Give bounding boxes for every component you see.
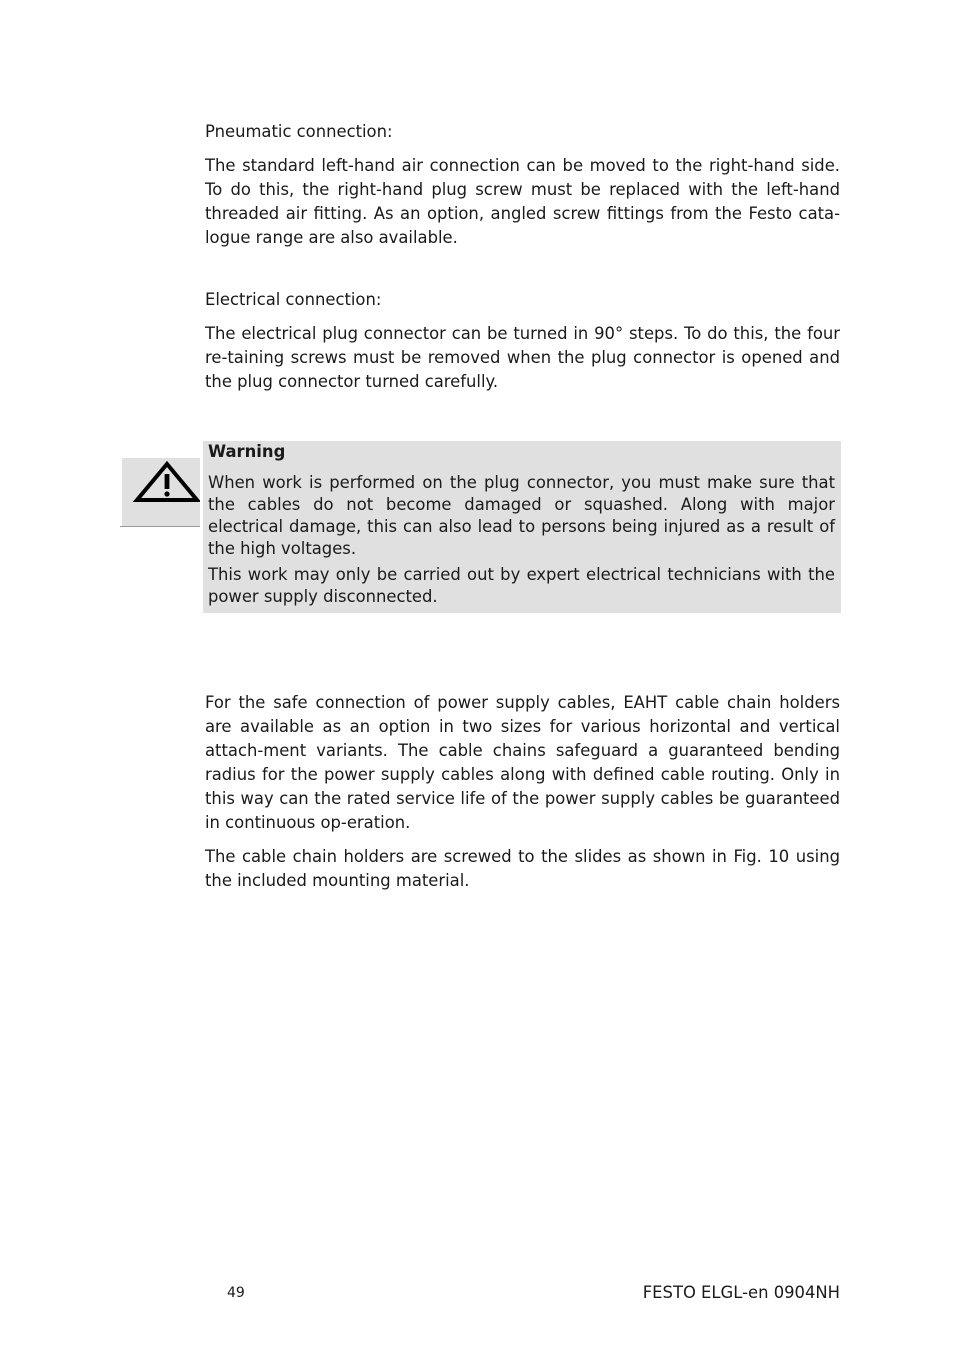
electrical-body [205, 322, 840, 394]
warning-icon-container [122, 458, 200, 526]
warning-icon-rule [120, 526, 200, 527]
pneumatic-heading: Pneumatic connection: [205, 122, 393, 141]
warning-triangle-icon [122, 458, 200, 526]
pneumatic-body [205, 154, 840, 250]
pneumatic-paragraph: The standard left-hand air connection can be moved to the right-hand side. To do this, the right-hand plug screw must be replaced with the left-hand threaded air fitting. As an option, angled screw fittings from the Festo cata-logue range are also available. [205, 156, 840, 247]
warning-paragraph-1: When work is performed on the plug connector, you must make sure that the cables do not become damaged or squashed. Along with major electrical damage, this can also lead to persons being injured as a result of the high voltages. [208, 473, 835, 558]
cable-chain-section [205, 691, 840, 893]
warning-paragraph-2: This work may only be carried out by expert electrical technicians with the power supply disconnected. [208, 565, 835, 606]
cable-chain-paragraph-2: The cable chain holders are screwed to the slides as shown in Fig. 10 using the included mounting material. [205, 847, 840, 890]
cable-chain-paragraph-1: For the safe connection of power supply cables, EAHT cable chain holders are available as an option in two sizes for various horizontal and vertical attach-ment variants. The cable chains safeguard a guaranteed bending radius for the power supply cables along with defined cable routing. Only in this way can the rated service life of the power supply cables be guaranteed in continuous op-eration. [205, 693, 840, 832]
warning-box [203, 441, 841, 613]
electrical-heading: Electrical connection: [205, 290, 382, 309]
page-number: 49 [227, 1285, 245, 1301]
document-id: FESTO ELGL-en 0904NH [642, 1283, 840, 1302]
warning-title: Warning [208, 442, 286, 461]
electrical-paragraph: The electrical plug connector can be turned in 90° steps. To do this, the four re-taining screws must be removed when the plug connector is opened and the plug connector turned carefully. [205, 324, 840, 391]
